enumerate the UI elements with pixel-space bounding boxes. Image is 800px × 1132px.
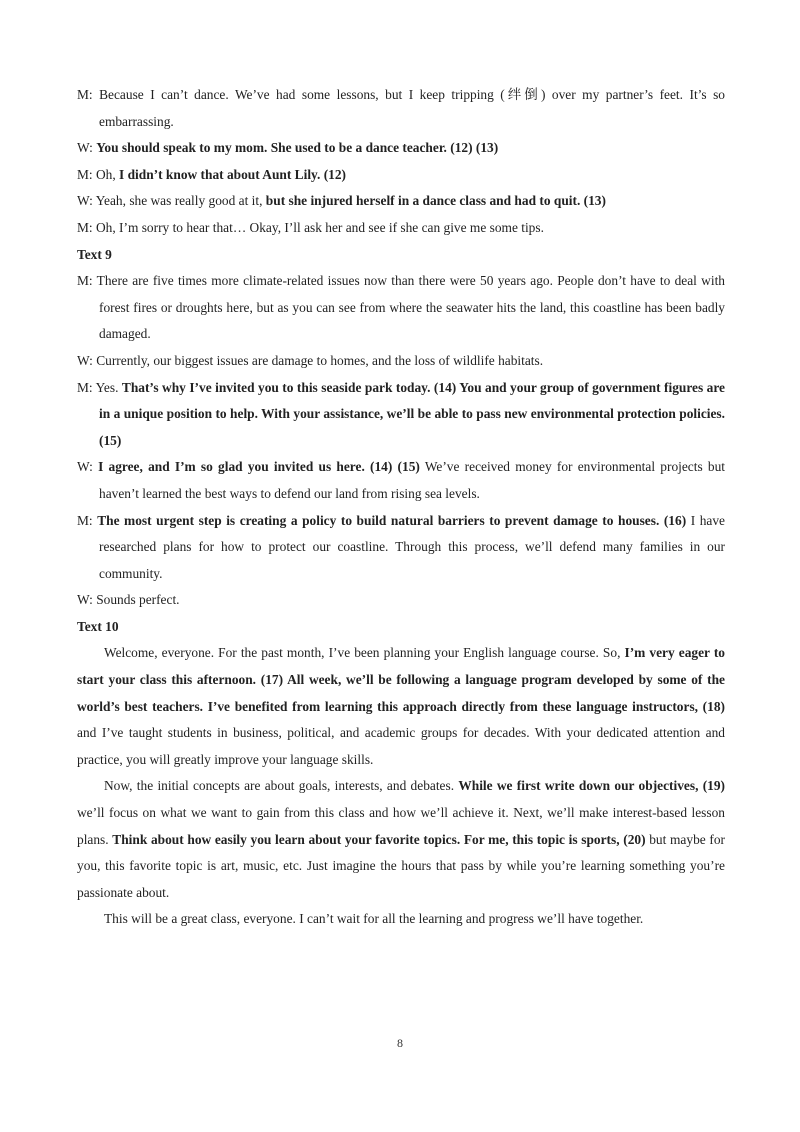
dialogue-line [77, 215, 725, 242]
bold-answer-text: I agree, and I’m so glad you invited us here. (14) (15) [98, 459, 420, 475]
text-run: M: Because I can’t dance. We’ve had some lessons, but I keep tripping (绊倒) over my partner’s feet. It’s so embarrassing. [77, 87, 725, 129]
dialogue-line [77, 82, 725, 135]
text-run: and I’ve taught students in business, political, and academic groups for decades. With your dedicated attention and practice, you will greatly improve your language skills. [77, 725, 725, 767]
text-run: but maybe for you, this favorite topic is art, music, etc. Just imagine the hours that pass by while you’re learning something you’re passionate about. [77, 831, 725, 900]
text-run: We’ve received money for environmental projects but haven’t learned the best ways to defend our land from rising sea levels. [99, 459, 726, 501]
page-number: 8 [397, 1036, 403, 1050]
transcript-body [77, 82, 725, 933]
text-run: This will be a great class, everyone. I can’t wait for all the learning and progress we’ll have together. [104, 911, 644, 927]
bold-answer-text: Think about how easily you learn about your favorite topics. For me, this topic is sports, (20) [112, 831, 646, 847]
text-run: W: Sounds perfect. [77, 592, 180, 608]
text-run: M: There are five times more climate-related issues now than there were 50 years ago. People don’t have to deal with forest fires or droughts here, but as you can see from where the seawater hits the land, this coastline has been badly damaged. [77, 273, 725, 342]
text-run: M: Oh, [77, 166, 120, 182]
bold-answer-text: I didn’t know that about Aunt Lily. (12) [119, 166, 347, 182]
dialogue-line [77, 348, 725, 375]
dialogue-line [77, 162, 725, 189]
dialogue-line [77, 188, 725, 215]
text-run: M: [77, 512, 98, 528]
text-run: W: [77, 140, 97, 156]
dialogue-line [77, 135, 725, 162]
text-run: M: Yes. [77, 379, 122, 395]
dialogue-line [77, 508, 725, 588]
text-run: Welcome, everyone. For the past month, I’ve been planning your English language course. So, [104, 645, 625, 661]
bold-answer-text: That’s why I’ve invited you to this seaside park today. (14) You and your group of government figures are in a unique position to help. With your assistance, we’ll be able to pass new environmental protection policies. (15) [99, 379, 725, 448]
dialogue-line [77, 375, 725, 455]
text-run: W: Currently, our biggest issues are damage to homes, and the loss of wildlife habitats. [77, 352, 544, 368]
text-run: W: [77, 459, 99, 475]
bold-answer-text: but she injured herself in a dance class and had to quit. (13) [265, 193, 606, 209]
dialogue-line [77, 268, 725, 348]
text-run: we’ll focus on what we want to gain from this class and how we’ll achieve it. Next, we’ll make interest-based lesson plans. [77, 805, 725, 847]
section-heading [77, 242, 725, 269]
text-run: Now, the initial concepts are about goals, interests, and debates. [104, 778, 459, 794]
bold-answer-text: Text 10 [77, 618, 119, 634]
monologue-paragraph [77, 640, 725, 773]
monologue-paragraph [77, 906, 725, 933]
section-heading [77, 614, 725, 641]
dialogue-line [77, 454, 725, 507]
dialogue-line [77, 587, 725, 614]
text-run: I have researched plans for how to protect our coastline. Through this process, we’ll defend many families in our community. [99, 512, 726, 581]
bold-answer-text: The most urgent step is creating a policy to build natural barriers to prevent damage to houses. (16) [97, 512, 687, 528]
bold-answer-text: I’m very eager to start your class this afternoon. (17) All week, we’ll be following a language program developed by some of the world’s best teachers. I’ve benefited from learning this approach directly from these language instructors, (18) [77, 645, 725, 714]
text-run: W: Yeah, she was really good at it, [77, 193, 266, 209]
text-run: M: Oh, I’m sorry to hear that… Okay, I’ll ask her and see if she can give me some tips. [77, 219, 544, 235]
bold-answer-text: Text 9 [77, 246, 112, 262]
monologue-paragraph [77, 773, 725, 906]
bold-answer-text: While we first write down our objectives, (19) [458, 778, 726, 794]
bold-answer-text: You should speak to my mom. She used to be a dance teacher. (12) (13) [96, 140, 499, 156]
